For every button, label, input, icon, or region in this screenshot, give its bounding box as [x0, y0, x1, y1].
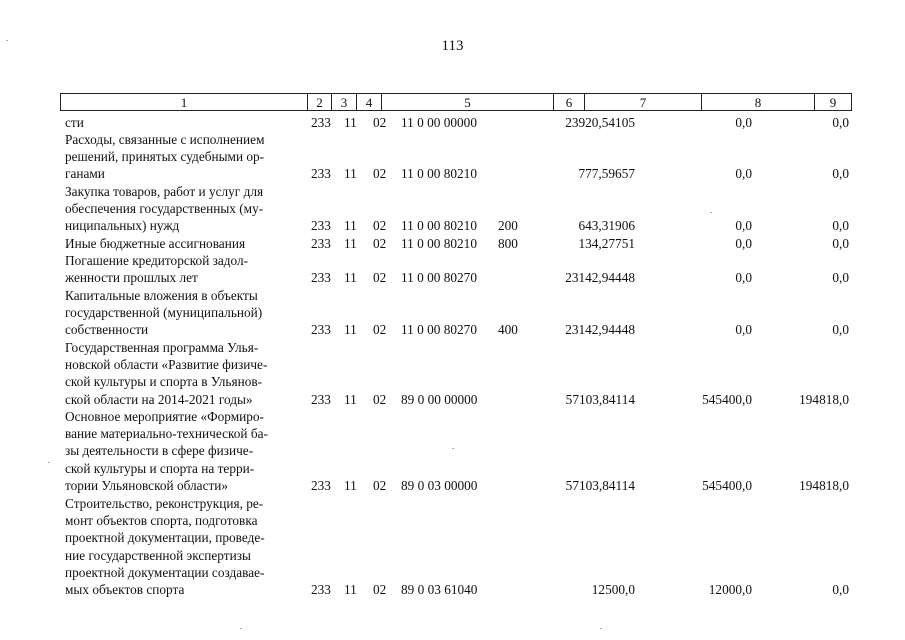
- row-col-9: 194818,0: [799, 478, 849, 493]
- row-col-2: 233: [311, 392, 331, 407]
- row-col-2: 233: [311, 322, 331, 337]
- row-name: Погашение кредиторской задол- женности прошлых лет: [65, 253, 249, 286]
- row-col-9: 0,0: [832, 322, 849, 337]
- header-col-7: 7: [585, 94, 702, 110]
- row-col-7: 57103,84114: [565, 478, 635, 493]
- row-name: Государственная программа Улья- новской области «Развитие физиче- ской культуры и спорта в Ульянов- ской области на 2014-2021 годы»: [65, 340, 268, 407]
- row-col-9: 194818,0: [799, 392, 849, 407]
- row-col-3: 11: [344, 392, 357, 407]
- header-col-6: 6: [554, 94, 585, 110]
- page-number: 113: [441, 38, 464, 54]
- row-col-2: 233: [311, 218, 331, 233]
- row-col-5: 11 0 00 00000: [401, 115, 477, 130]
- header-col-5: 5: [382, 94, 554, 110]
- row-col-8: 545400,0: [702, 478, 752, 493]
- scan-speck: [600, 628, 602, 629]
- row-col-7: 12500,0: [591, 582, 635, 597]
- row-col-2: 233: [311, 478, 331, 493]
- row-col-7: 57103,84114: [565, 392, 635, 407]
- row-col-9: 0,0: [832, 236, 849, 251]
- scan-speck: [710, 212, 712, 213]
- header-col-3: 3: [332, 94, 357, 110]
- row-col-5: 11 0 00 80210: [401, 166, 477, 181]
- row-col-5: 11 0 00 80210: [401, 218, 477, 233]
- row-name: сти: [65, 115, 84, 130]
- row-col-8: 0,0: [735, 166, 752, 181]
- row-col-7: 134,27751: [578, 236, 635, 251]
- row-col-3: 11: [344, 236, 357, 251]
- row-col-8: 0,0: [735, 218, 752, 233]
- row-col-5: 11 0 00 80270: [401, 322, 477, 337]
- row-col-4: 02: [373, 582, 387, 597]
- row-col-3: 11: [344, 582, 357, 597]
- row-col-9: 0,0: [832, 166, 849, 181]
- row-col-8: 0,0: [735, 322, 752, 337]
- row-col-8: 12000,0: [708, 582, 752, 597]
- row-col-4: 02: [373, 236, 387, 251]
- scan-speck: [48, 462, 50, 463]
- row-col-7: 23142,94448: [565, 270, 635, 285]
- row-col-8: 0,0: [735, 270, 752, 285]
- row-col-6: 400: [498, 322, 518, 337]
- row-col-5: 89 0 03 61040: [401, 582, 478, 597]
- table-header-row: [60, 93, 852, 111]
- row-col-9: 0,0: [832, 270, 849, 285]
- row-col-2: 233: [311, 582, 331, 597]
- row-col-2: 233: [311, 115, 331, 130]
- row-col-5: 89 0 03 00000: [401, 478, 478, 493]
- row-col-9: 0,0: [832, 115, 849, 130]
- header-col-1: 1: [61, 94, 308, 110]
- row-col-8: 0,0: [735, 236, 752, 251]
- header-col-8: 8: [702, 94, 815, 110]
- row-col-2: 233: [311, 270, 331, 285]
- header-col-9: 9: [829, 95, 837, 110]
- row-col-5: 89 0 00 00000: [401, 392, 478, 407]
- row-col-4: 02: [373, 166, 387, 181]
- row-name: Капитальные вложения в объекты государственной (муниципальной) собственности: [65, 288, 263, 338]
- row-col-2: 233: [311, 236, 331, 251]
- row-col-4: 02: [373, 270, 387, 285]
- row-col-9: 0,0: [832, 218, 849, 233]
- row-col-8: 545400,0: [702, 392, 752, 407]
- row-col-3: 11: [344, 478, 357, 493]
- row-col-2: 233: [311, 166, 331, 181]
- row-col-6: 800: [498, 236, 518, 251]
- row-col-7: 777,59657: [578, 166, 635, 181]
- row-name: Иные бюджетные ассигнования: [65, 236, 246, 251]
- header-col-4: 4: [357, 94, 382, 110]
- row-name: Строительство, реконструкция, ре- монт объектов спорта, подготовка проектной документации, проведе- ние государственной экспертизы проектной документации создавае- мых объектов спорта: [65, 496, 265, 598]
- row-col-5: 11 0 00 80270: [401, 270, 477, 285]
- row-col-4: 02: [373, 115, 387, 130]
- row-col-7: 643,31906: [578, 218, 635, 233]
- row-col-3: 11: [344, 270, 357, 285]
- row-col-3: 11: [344, 166, 357, 181]
- row-name: Закупка товаров, работ и услуг для обеспечения государственных (му- ниципальных) нужд: [65, 184, 264, 234]
- scan-speck: [240, 628, 242, 629]
- row-col-3: 11: [344, 218, 357, 233]
- row-col-3: 11: [344, 322, 357, 337]
- row-col-8: 0,0: [735, 115, 752, 130]
- row-name: Расходы, связанные с исполнением решений, принятых судебными ор- ганами: [65, 132, 265, 182]
- row-col-3: 11: [344, 115, 357, 130]
- row-col-4: 02: [373, 392, 387, 407]
- header-col-2: 2: [308, 94, 332, 110]
- row-col-4: 02: [373, 478, 387, 493]
- row-col-7: 23920,54105: [565, 115, 635, 130]
- row-col-4: 02: [373, 322, 387, 337]
- scan-speck: [6, 40, 8, 41]
- row-name: Основное мероприятие «Формиро- вание материально-технической ба- зы деятельности в сфере физиче- ской культуры и спорта на терри- тории Ульяновской области»: [65, 409, 268, 493]
- row-col-6: 200: [498, 218, 518, 233]
- scan-speck: [452, 448, 454, 449]
- row-col-4: 02: [373, 218, 387, 233]
- row-col-5: 11 0 00 80210: [401, 236, 477, 251]
- row-col-9: 0,0: [832, 582, 849, 597]
- row-col-7: 23142,94448: [565, 322, 635, 337]
